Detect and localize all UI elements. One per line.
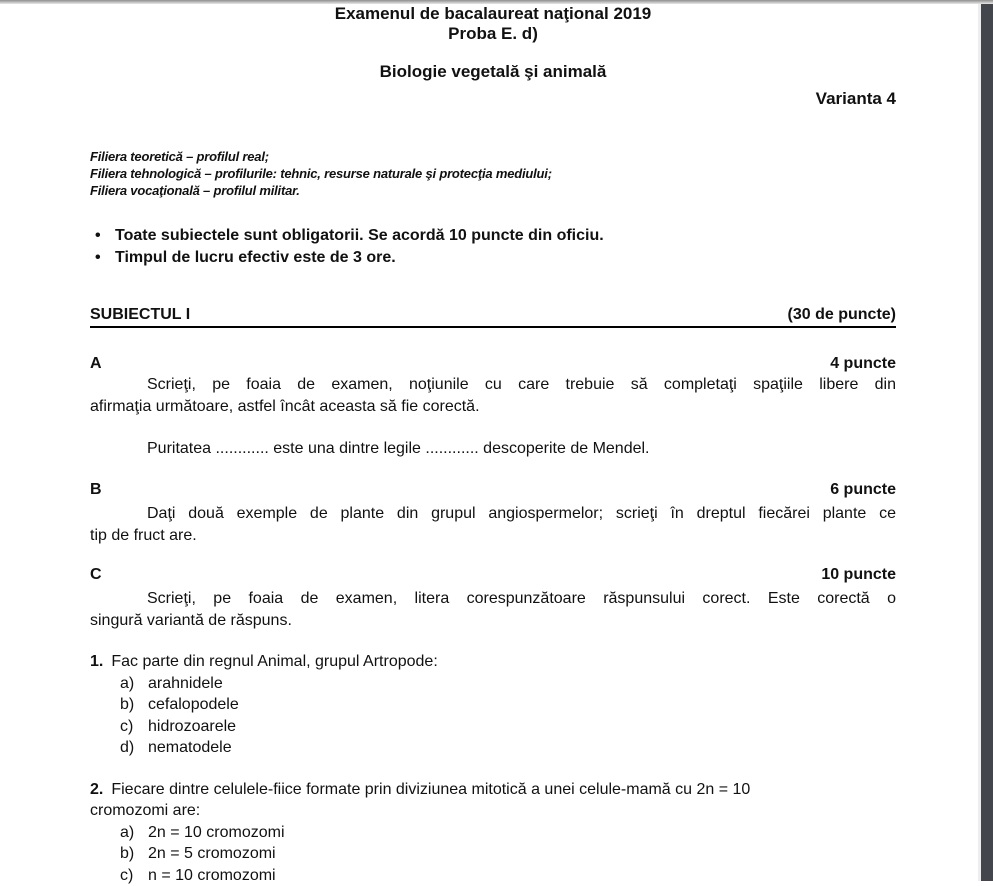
filiera-line-vocationala: Filiera vocaţională – profilul militar. [90,182,896,199]
part-a-label: A [90,355,102,373]
part-b-label: B [90,481,102,499]
section1-title: SUBIECTUL I [90,306,190,324]
part-a-text [90,374,896,418]
question-2-option-c [90,865,896,886]
question-1-number: 1. [90,653,103,670]
exam-title-line1: Examenul de bacalaureat naţional 2019 [90,4,896,24]
page-top-edge [0,0,993,4]
option-letter: a) [120,673,148,695]
part-c-text [90,588,896,632]
part-c-heading [90,566,896,584]
part-c-points: 10 puncte [821,566,896,584]
instruction-item [90,225,896,247]
part-b-points: 6 puncte [830,481,896,499]
option-text: n = 10 cromozomi [148,865,276,886]
bullet-icon: • [90,225,115,247]
question-2 [90,779,896,822]
question-1-text: Fac parte din regnul Animal, grupul Artropode: [111,653,437,670]
part-b-heading [90,481,896,499]
filiera-line-teoretica: Filiera teoretică – profilul real; [90,148,896,165]
part-a-points: 4 puncte [830,355,896,373]
question-2-option-b [90,843,896,865]
bullet-icon: • [90,247,115,269]
exam-title-line2: Proba E. d) [90,24,896,44]
section1-heading [90,306,896,328]
instruction-text: Toate subiectele sunt obligatorii. Se acordă 10 puncte din oficiu. [115,225,604,247]
option-letter: a) [120,822,148,844]
document-content [90,4,896,886]
option-text: 2n = 5 cromozomi [148,843,276,865]
instruction-item [90,247,896,269]
question-1-option-b [90,694,896,716]
exam-subject-title: Biologie vegetală şi animală [90,62,896,82]
part-c-text-line: singură variantă de răspuns. [90,610,896,632]
part-b-text [90,503,896,547]
option-letter: c) [120,716,148,738]
part-a-text-line: Scrieţi, pe foaia de examen, noţiunile cu care trebuie să completaţi spaţiile libere din [90,374,896,396]
part-a-fill-in-statement: Puritatea ............ este una dintre legile ............ descoperite de Mendel. [90,438,896,460]
question-1-option-a [90,673,896,695]
scrollbar-track[interactable] [981,0,993,881]
part-c-text-line: Scrieţi, pe foaia de examen, litera corespunzătoare răspunsului corect. Este corectă o [90,588,896,610]
exam-variant: Varianta 4 [90,90,896,108]
option-letter: c) [120,865,148,886]
option-text: hidrozoarele [148,716,236,738]
part-b-text-line: Daţi două exemple de plante din grupul angiospermelor; scrieţi în dreptul fiecărei plante ce [90,503,896,525]
question-2-number: 2. [90,781,103,798]
general-instructions [90,225,896,269]
part-b-text-line: tip de fruct are. [90,525,896,547]
part-c-label: C [90,566,102,584]
filiera-line-tehnologica: Filiera tehnologică – profilurile: tehnic, resurse naturale şi protecţia mediului; [90,165,896,182]
option-text: nematodele [148,737,232,759]
filiera-notes [90,148,896,199]
part-a-heading [90,355,896,373]
question-2-text-line: cromozomi are: [90,800,896,822]
question-2-option-a [90,822,896,844]
part-a-text-line: afirmaţia următoare, astfel încât aceasta să fie corectă. [90,396,896,418]
question-1-option-c [90,716,896,738]
question-1-option-d [90,737,896,759]
question-2-text-line [90,779,896,801]
question-1 [90,651,896,673]
section1-points: (30 de puncte) [788,306,896,324]
option-text: arahnidele [148,673,223,695]
option-letter: b) [120,843,148,865]
question-2-text: Fiecare dintre celulele-fiice formate prin diviziunea mitotică a unei celule-mamă cu 2n = 10 [111,781,750,798]
option-text: 2n = 10 cromozomi [148,822,285,844]
option-letter: b) [120,694,148,716]
option-text: cefalopodele [148,694,239,716]
option-letter: d) [120,737,148,759]
instruction-text: Timpul de lucru efectiv este de 3 ore. [115,247,396,269]
